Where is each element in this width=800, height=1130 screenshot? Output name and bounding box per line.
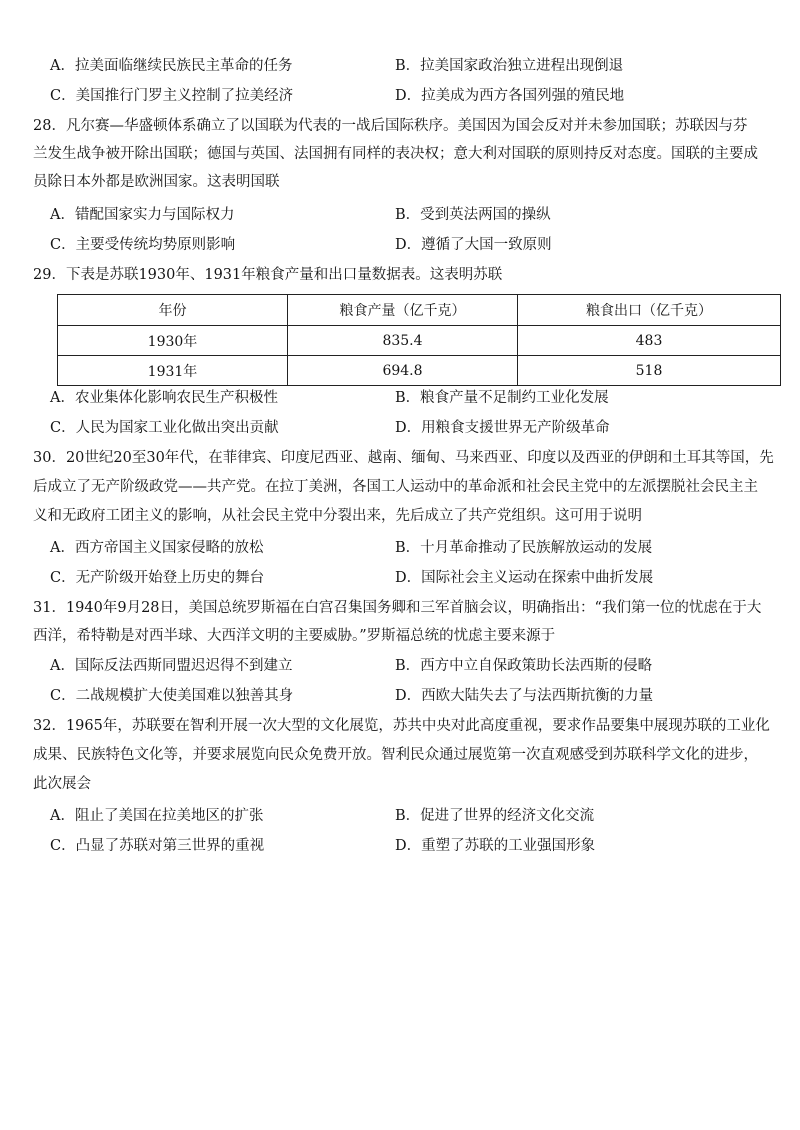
table-row [58,356,781,386]
table-header-cell: 粮食产量（亿千克） [288,295,518,326]
q31-option-b[interactable]: B．西方中立自保政策助长法西斯的侵略 [395,658,653,674]
q31-option-c[interactable]: C．二战规模扩大使美国难以独善其身 [50,688,294,704]
grain-data-table [57,294,781,386]
q30-option-d[interactable]: D．国际社会主义运动在探索中曲折发展 [395,570,654,586]
q29-option-d[interactable]: D．用粮食支援世界无产阶级革命 [395,420,610,436]
q32-stem-line: 成果、民族特色文化等，并要求展览向民众免费开放。智利民众通过展览第一次直观感受到苏联科学文化的进步， [33,747,758,763]
q27-option-a[interactable]: A．拉美面临继续民族民主革命的任务 [50,58,293,74]
table-header-cell: 年份 [58,295,288,326]
q31-option-a[interactable]: A．国际反法西斯同盟迟迟得不到建立 [50,658,293,674]
q27-option-b[interactable]: B．拉美国家政治独立进程出现倒退 [395,58,624,74]
q28-option-c[interactable]: C．主要受传统均势原则影响 [50,237,236,253]
table-row [58,326,781,356]
q32-option-c[interactable]: C．凸显了苏联对第三世界的重视 [50,838,265,854]
table-cell: 1931年 [58,356,288,386]
q29-option-a[interactable]: A．农业集体化影响农民生产积极性 [50,390,278,406]
q30-option-b[interactable]: B．十月革命推动了民族解放运动的发展 [395,540,653,556]
q30-option-a[interactable]: A．西方帝国主义国家侵略的放松 [50,540,264,556]
table-cell: 518 [518,356,781,386]
q28-stem-line: 兰发生战争被开除出国联；德国与英国、法国拥有同样的表决权；意大利对国联的原则持反对态度。国联的主要成 [33,146,758,162]
table-cell: 1930年 [58,326,288,356]
table-cell: 483 [518,326,781,356]
q28-option-d[interactable]: D．遵循了大国一致原则 [395,237,552,253]
q32-option-d[interactable]: D．重塑了苏联的工业强国形象 [395,838,596,854]
q27-option-d[interactable]: D．拉美成为西方各国列强的殖民地 [395,88,625,104]
q28-stem-line: 员除日本外都是欧洲国家。这表明国联 [33,174,280,190]
q28-stem-line: 28．凡尔赛—华盛顿体系确立了以国联为代表的一战后国际秩序。美国因为国会反对并未参加国联；苏联因与芬 [33,118,748,134]
table-header-cell: 粮食出口（亿千克） [518,295,781,326]
q31-option-d[interactable]: D．西欧大陆失去了与法西斯抗衡的力量 [395,688,654,704]
q30-option-c[interactable]: C．无产阶级开始登上历史的舞台 [50,570,265,586]
q30-stem-line: 30．20世纪20至30年代，在菲律宾、印度尼西亚、越南、缅甸、马来西亚、印度以及西亚的伊朗和土耳其等国，先 [33,450,774,466]
q29-stem: 29．下表是苏联1930年、1931年粮食产量和出口量数据表。这表明苏联 [33,267,503,283]
table-header-row [58,295,781,326]
q27-option-c[interactable]: C．美国推行门罗主义控制了拉美经济 [50,88,294,104]
table-cell: 694.8 [288,356,518,386]
q31-stem-line: 31．1940年9月28日，美国总统罗斯福在白宫召集国务卿和三军首脑会议，明确指出：“我们第一位的忧虑在于大 [33,600,762,616]
q29-option-c[interactable]: C．人民为国家工业化做出突出贡献 [50,420,279,436]
q32-option-b[interactable]: B．促进了世界的经济文化交流 [395,808,595,824]
q30-stem-line: 义和无政府工团主义的影响，从社会民主党中分裂出来，先后成立了共产党组织。这可用于说明 [33,508,642,524]
q32-option-a[interactable]: A．阻止了美国在拉美地区的扩张 [50,808,264,824]
q28-option-b[interactable]: B．受到英法两国的操纵 [395,207,551,223]
q31-stem-line: 西洋，希特勒是对西半球、大西洋文明的主要威胁。”罗斯福总统的忧虑主要来源于 [33,628,556,644]
q28-option-a[interactable]: A．错配国家实力与国际权力 [50,207,235,223]
table-cell: 835.4 [288,326,518,356]
q32-stem-line: 此次展会 [33,776,91,792]
q32-stem-line: 32．1965年，苏联要在智利开展一次大型的文化展览，苏共中央对此高度重视，要求作品要集中展现苏联的工业化 [33,718,770,734]
q30-stem-line: 后成立了无产阶级政党——共产党。在拉丁美洲，各国工人运动中的革命派和社会民主党中的左派摆脱社会民主主 [33,479,758,495]
q29-option-b[interactable]: B．粮食产量不足制约工业化发展 [395,390,609,406]
